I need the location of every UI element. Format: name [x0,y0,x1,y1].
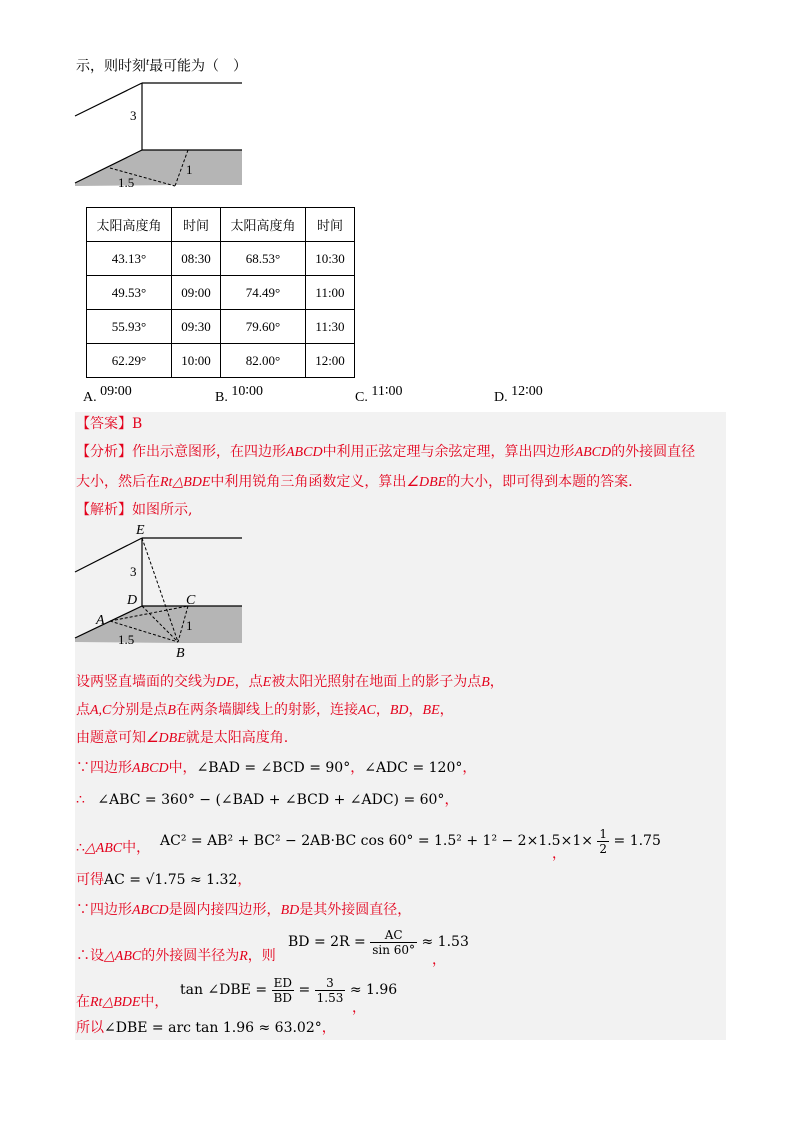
fig2-label-height: 3 [130,564,137,579]
fig1-height-label: 3 [130,108,137,123]
math-triangle-abc: △ABC [84,841,123,856]
math-abcd: ABCD [574,445,612,460]
option-letter: A. [83,390,97,405]
math-b: B [167,703,176,718]
solution-line-7 [76,870,251,890]
therefore-symbol: ∴ [76,792,85,808]
math-abcd: ABCD [286,445,323,460]
equation-ac-value: AC = √1.75 ≈ 1.32 [104,872,238,888]
option-letter: D. [494,390,508,405]
fig2-label-d: D [127,593,138,608]
table-header-row [87,208,355,242]
table-cell: 62.29° [87,344,172,378]
solution-text: 在两条墙脚线上的射影，连接 [175,702,358,718]
solution-line-3 [76,728,288,749]
option-value: 09∶00 [100,384,132,399]
math-de: DE [216,675,235,690]
equation-angle-abc: ∠ABC = 360° − (∠BAD + ∠BCD + ∠ADC) = 60° [97,792,445,808]
option-a[interactable] [83,384,132,406]
separator: ， [350,760,365,776]
solution-text: 是圆内接四边形， [168,902,281,918]
separator: ， [237,872,252,888]
table-cell: 74.49° [221,276,306,310]
analysis-text: 的大小，即可得到本题的答案. [446,474,633,490]
solution-line-11 [76,1018,336,1038]
option-letter: B. [215,390,228,405]
math-rt-bde: Rt△BDE [160,475,211,490]
solution-text: 中， [168,760,197,776]
analysis-line-1 [76,442,695,463]
math-ac: AC [357,703,376,718]
equation-angle-adc: ∠ADC = 120° [364,760,463,776]
option-value: 12∶00 [511,384,543,399]
separator: ， [552,846,566,862]
stem-variable: t [146,56,150,68]
separator: ， [408,702,423,718]
fig2-label-len-a: 1.5 [118,632,135,647]
solution-text: 设两竖直墙面的交线为 [76,674,216,690]
solution-line-8 [76,900,411,921]
math-abcd: ABCD [132,761,169,776]
table-cell: 79.60° [221,310,306,344]
solution-text: 是其外接圆直径， [299,902,412,918]
table-cell: 12:00 [306,344,355,378]
solution-figure [70,520,250,660]
solution-text: 所以 [76,1020,104,1036]
sun-altitude-table [86,207,355,378]
therefore-symbol: ∴ [76,840,85,856]
equation-text: AC² = AB² + BC² − 2AB·BC cos 60° = 1.5² + 1² − 2×1.5×1× [160,833,593,849]
solution-line-2 [76,700,454,721]
stem-text: 示，则时刻 [76,58,146,75]
jiexi-tag: 【解析】 [76,502,132,518]
option-letter: C. [355,390,368,405]
separator: ， [444,792,459,808]
solution-text: ，则 [247,948,276,964]
solution-text: 的外接圆半径为 [141,948,240,964]
separator: ， [375,702,390,718]
equation-right-angles: ∠BAD = ∠BCD = 90° [196,760,351,776]
table-row [87,276,355,310]
fig2-label-c: C [186,593,196,608]
solution-text: ∵四边形 [76,760,132,776]
analysis-text: 作出示意图形，在四边形 [132,444,286,460]
question-stem [76,52,247,77]
solution-text: 由题意可知 [76,730,146,746]
table-cell: 11:00 [306,276,355,310]
separator: ， [352,1000,366,1016]
fraction-denominator: BD [273,990,292,1005]
fig1-len-b-label: 1 [186,162,193,177]
table-row [87,242,355,276]
equation-cosine-law [160,826,661,856]
table-cell: 10:30 [306,242,355,276]
solution-text: 中， [122,840,151,856]
equation-text: = 1.75 [613,833,661,849]
table-row [87,310,355,344]
fraction-numerator: ED [272,976,294,991]
equation-final-angle: ∠DBE = arc tan 1.96 ≈ 63.02° [104,1020,322,1036]
solution-text: ，点 [234,674,263,690]
solution-text: 就是太阳高度角. [185,730,289,746]
table-cell: 55.93° [87,310,172,344]
analysis-text: 大小，然后在 [76,474,160,490]
analysis-line-2 [76,472,633,493]
solution-text: 分别是点 [111,702,168,718]
equation-text: BD = 2R = [288,934,366,950]
ground-shadow-region [75,150,242,186]
fraction-denominator: 1.53 [316,990,344,1005]
fraction-denominator: 2 [599,841,608,856]
option-b[interactable] [215,384,263,406]
table-cell: 49.53° [87,276,172,310]
fraction-3-153 [315,976,346,1005]
math-e: E [262,675,272,690]
math-bd: BD [389,703,409,718]
solution-line-5 [76,790,458,810]
table-cell: 11:30 [306,310,355,344]
fig2-label-a: A [96,613,105,628]
separator: ， [321,1020,336,1036]
fig2-label-b: B [176,646,185,660]
fraction-numerator: 1 [599,826,608,841]
answer-value: B [132,416,143,432]
table-cell: 10:00 [172,344,221,378]
answer-line [76,414,142,434]
table-header: 太阳高度角 [87,208,172,242]
solution-line-10 [76,992,168,1013]
math-a-c: A,C [90,703,112,718]
fraction-half [597,827,609,856]
table-header: 时间 [306,208,355,242]
option-c[interactable] [355,384,403,406]
separator-line-9 [432,950,446,970]
math-b: B [481,675,490,690]
math-angle-dbe: ∠DBE [146,731,186,746]
math-angle-dbe: ∠DBE [406,475,447,490]
fraction-numerator: 3 [315,976,346,991]
option-value: 10∶00 [231,384,263,399]
solution-text: 在 [76,994,90,1010]
table-cell: 43.13° [87,242,172,276]
solution-text: 中， [140,994,169,1010]
equation-text: ≈ 1.96 [349,982,398,998]
analysis-tag: 【分析】 [76,444,132,460]
math-r: R [239,949,248,964]
separator: ， [462,760,477,776]
solution-text: 可得 [76,872,104,888]
solution-text: 被太阳光照射在地面上的影子为点 [271,674,482,690]
table-cell: 68.53° [221,242,306,276]
math-be: BE [422,703,440,718]
separator: ， [432,952,446,968]
math-abcd: ABCD [132,903,169,918]
jiexi-text: 如图所示, [132,502,193,518]
stem-text-2: 最可能为（ ） [149,58,248,75]
solution-line-1 [76,672,504,693]
wall-shadow-figure [70,78,250,193]
analysis-text: 中利用正弦定理与余弦定理，算出四边形 [322,444,575,460]
table-header: 太阳高度角 [221,208,306,242]
separator-line-10 [352,998,366,1018]
math-rt-bde: Rt△BDE [90,995,141,1010]
table-cell: 09:30 [172,310,221,344]
fraction-denominator: sin 60° [372,942,416,957]
fig2-label-len-b: 1 [186,618,193,633]
math-bd: BD [280,903,300,918]
equation-tan-dbe: tan ∠DBE = $\frac{ED}{BD}$ = $\frac{3}{1.53}$ ≈ 1.96 [180,975,398,1005]
table-cell: 09:00 [172,276,221,310]
solution-text: ∵四边形 [76,902,132,918]
equation-text: tan ∠DBE = [180,982,268,998]
solution-line-6-label [76,838,150,859]
separator: ， [439,702,454,718]
table-cell: 08:30 [172,242,221,276]
fraction-numerator: AC [370,928,417,943]
solution-text: ∴设 [76,948,104,964]
solution-text: ， [489,674,504,690]
fig2-label-e: E [136,523,145,538]
analysis-text: 的外接圆直径 [611,444,696,460]
solution-line-9 [76,946,276,967]
jiexi-line [76,500,192,520]
math-triangle-abc: △ABC [104,949,142,964]
fig1-len-a-label: 1.5 [118,175,135,190]
equation-text: ≈ 1.53 [421,934,469,950]
table-cell: 82.00° [221,344,306,378]
option-value: 11∶00 [371,384,403,399]
solution-line-4 [76,758,476,779]
analysis-text: 中利用锐角三角函数定义，算出 [210,474,407,490]
fraction-ac-sin60 [370,928,417,957]
solution-text: 点 [76,702,90,718]
option-d[interactable] [494,384,543,406]
table-row [87,344,355,378]
fraction-ed-bd [272,976,294,1005]
table-header: 时间 [172,208,221,242]
answer-tag: 【答案】 [76,416,132,432]
separator-line-6 [552,844,566,864]
